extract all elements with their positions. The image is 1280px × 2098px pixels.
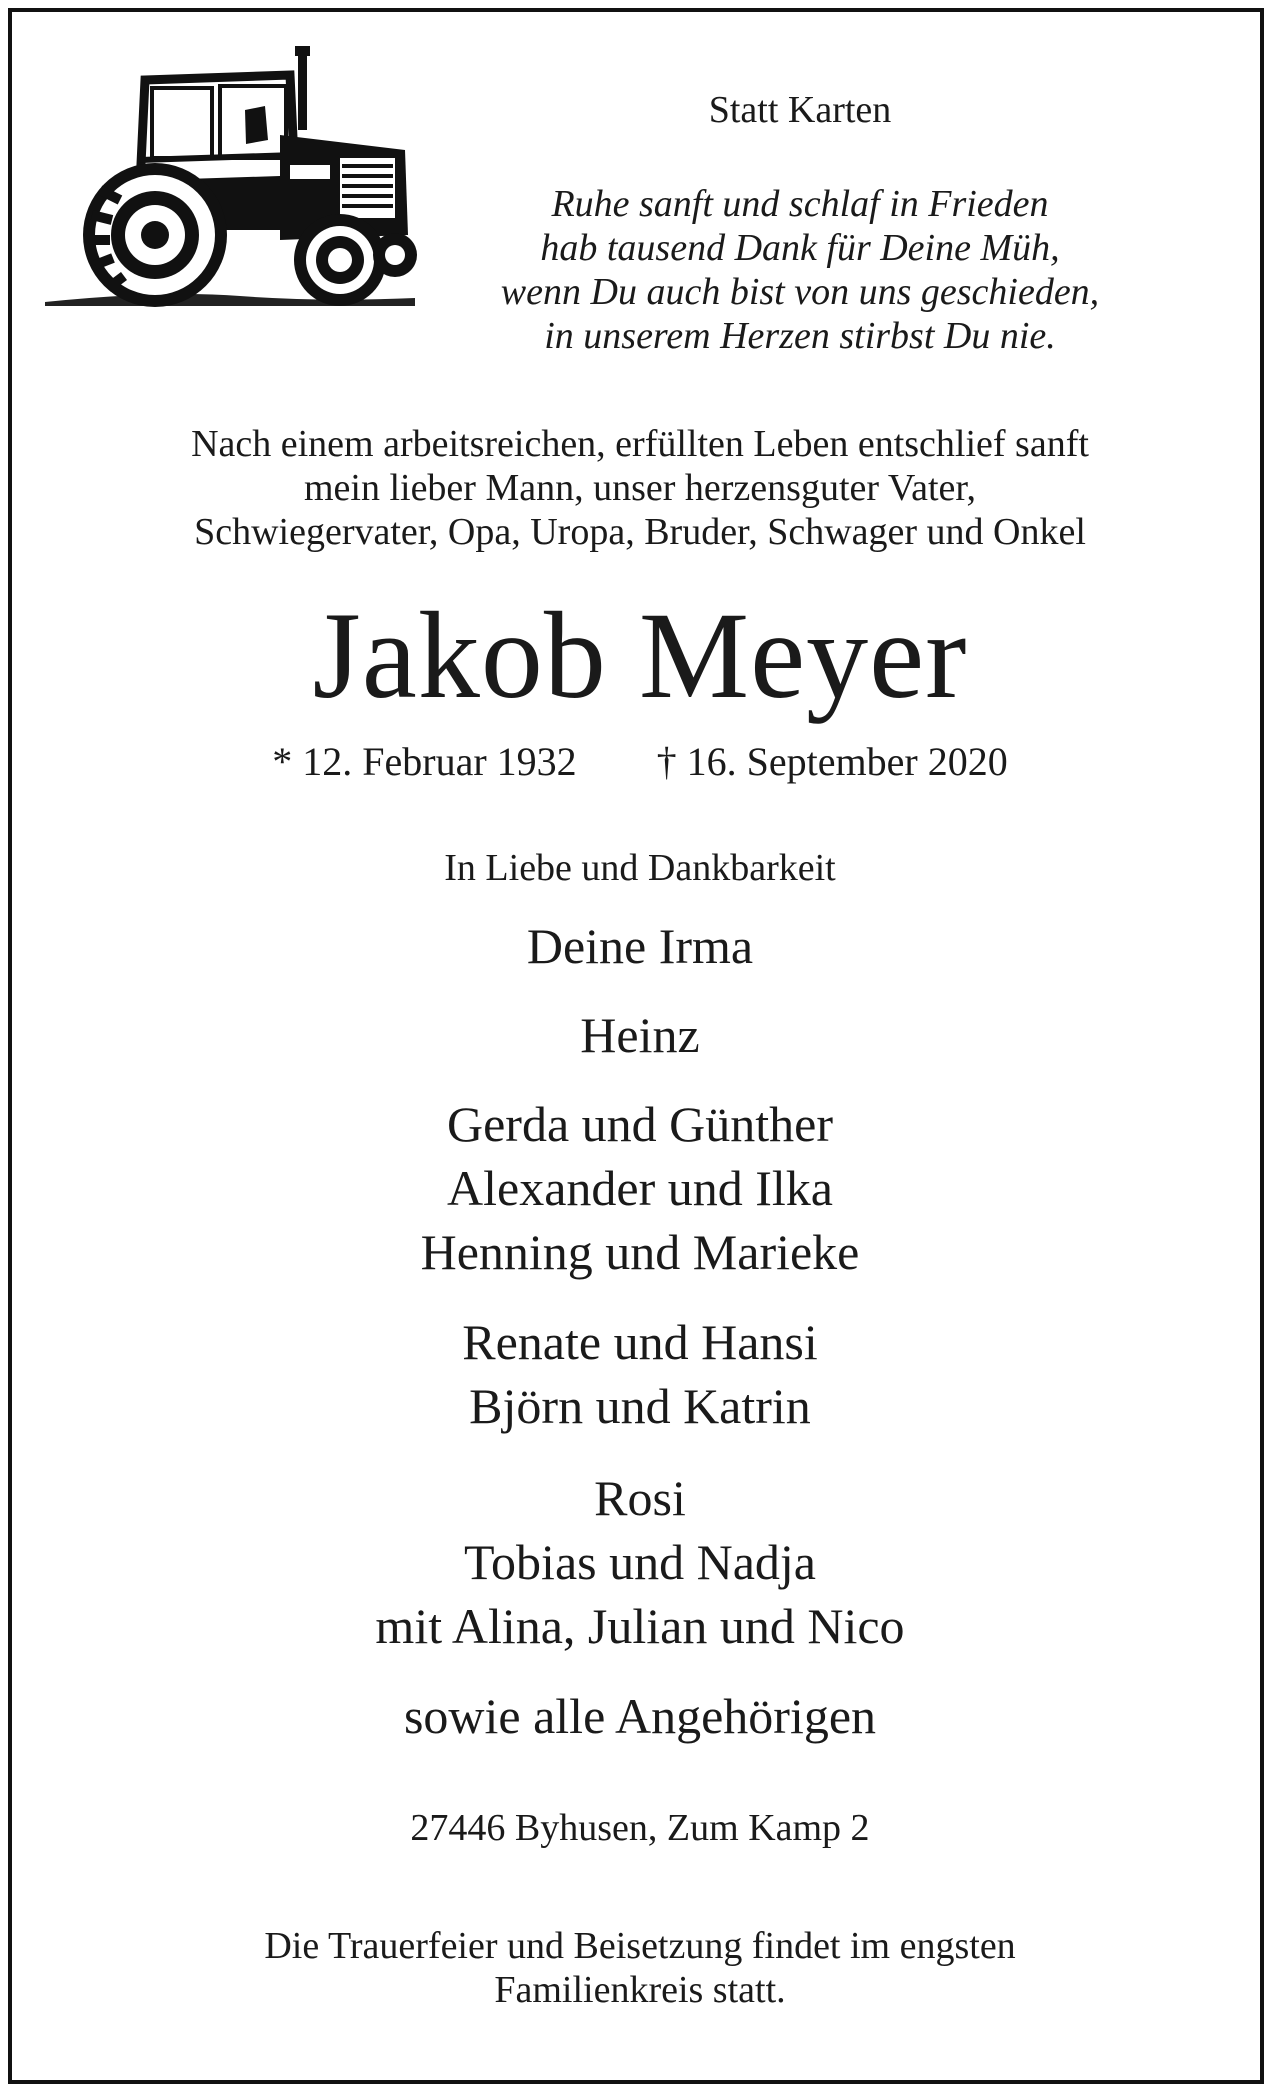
tractor-icon xyxy=(40,40,420,310)
mourner-line: Heinz xyxy=(580,1007,700,1063)
death-date: † 16. September 2020 xyxy=(656,739,1008,784)
closing-note xyxy=(20,1924,1260,2012)
deceased-name: Jakob Meyer xyxy=(312,587,968,724)
mourner-line: Alexander und Ilka xyxy=(447,1160,833,1216)
verse-line: hab tausend Dank für Deine Müh, xyxy=(540,227,1060,269)
intro-text xyxy=(20,422,1260,554)
mourner-group-2 xyxy=(20,1003,1260,1067)
mourner-line: sowie alle Angehörigen xyxy=(403,1688,877,1744)
mourner-line: Björn und Katrin xyxy=(469,1378,811,1434)
mourner-line: Rosi xyxy=(594,1470,686,1526)
mourner-group-4 xyxy=(20,1310,1260,1438)
mourner-line: Gerda und Günther xyxy=(447,1096,833,1152)
verse-line: Ruhe sanft und schlaf in Frieden xyxy=(551,183,1049,225)
intro-line: Schwiegervater, Opa, Uropa, Bruder, Schwager und Onkel xyxy=(194,511,1086,553)
statt-karten: Statt Karten xyxy=(708,89,892,131)
mourner-line: mit Alina, Julian und Nico xyxy=(375,1598,905,1654)
verse-line: in unserem Herzen stirbst Du nie. xyxy=(544,315,1056,357)
mourner-group-3 xyxy=(20,1092,1260,1284)
mourner-line: Deine Irma xyxy=(526,918,754,974)
closing-line: Familienkreis statt. xyxy=(494,1969,786,2011)
intro-line: Nach einem arbeitsreichen, erfüllten Leben entschlief sanft xyxy=(191,423,1089,465)
verse-line: wenn Du auch bist von uns geschieden, xyxy=(500,271,1100,313)
life-dates xyxy=(20,738,1260,785)
mourner-line: Tobias und Nadja xyxy=(464,1534,816,1590)
address: 27446 Byhusen, Zum Kamp 2 xyxy=(410,1807,870,1849)
closing-line: Die Trauerfeier und Beisetzung findet im engsten xyxy=(264,1925,1016,1967)
mourner-group-6 xyxy=(20,1684,1260,1748)
mourner-line: Henning und Marieke xyxy=(420,1224,860,1280)
intro-line: mein lieber Mann, unser herzensguter Vater, xyxy=(303,467,977,509)
birth-date: * 12. Februar 1932 xyxy=(272,739,577,784)
dankbarkeit-line: In Liebe und Dankbarkeit xyxy=(444,847,836,889)
mourner-group-1 xyxy=(20,914,1260,978)
verse xyxy=(420,182,1180,358)
mourner-group-5 xyxy=(20,1466,1260,1658)
mourner-line: Renate und Hansi xyxy=(462,1314,818,1370)
